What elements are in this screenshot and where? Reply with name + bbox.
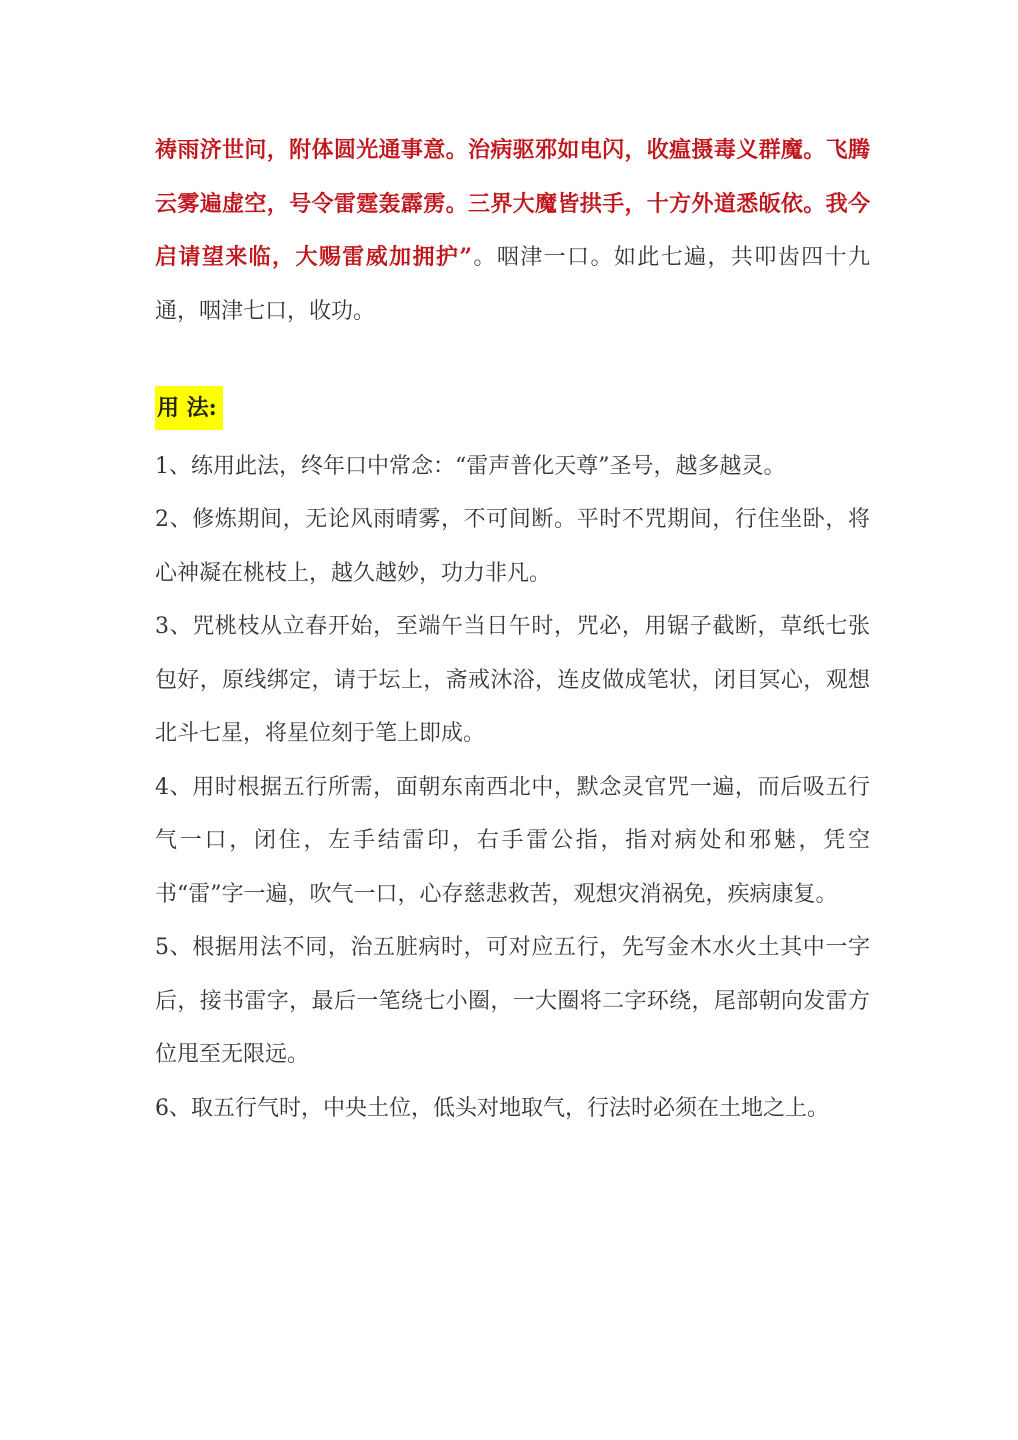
intro-closing-text: 。咽津一口。如此七遍，共叩齿四十九通，咽津七口，收功。 (155, 245, 870, 324)
usage-item-1: 1、练用此法，终年口中常念：“雷声普化天尊”圣号，越多越灵。 (155, 453, 786, 479)
intro-paragraph (155, 124, 870, 338)
usage-item-4: 4、用时根据五行所需，面朝东南西北中，默念灵官咒一遍，而后吸五行气一口，闭住，左手结雷印，右手雷公指，指对病处和邪魅，凭空书“雷”字一遍，吹气一口，心存慈悲救苦，观想灾消祸免，疾病康复。 (155, 774, 870, 907)
document-page (155, 124, 870, 1135)
usage-heading-row (155, 382, 870, 436)
usage-item-5: 5、根据用法不同，治五脏病时，可对应五行，先写金木水火土其中一字后，接书雷字，最后一笔绕七小圈，一大圈将二字环绕，尾部朝向发雷方位甩至无限远。 (155, 935, 870, 1067)
usage-heading: 用 法: (155, 386, 223, 430)
incantation-text: 祷雨济世问，附体圆光通事意。治病驱邪如电闪，收瘟摄毒义群魔。飞腾云雾遍虚空，号令雷霆轰霹雳。三界大魔皆拱手，十方外道悉皈依。我今启请望来临，大赐雷威加拥护” (155, 137, 870, 270)
usage-item-6: 6、取五行气时，中央土位，低头对地取气，行法时必须在土地之上。 (155, 1095, 829, 1121)
usage-item-3: 3、咒桃枝从立春开始，至端午当日午时，咒必，用锯子截断，草纸七张包好，原线绑定，请于坛上，斋戒沐浴，连皮做成笔状，闭目冥心，观想北斗七星，将星位刻于笔上即成。 (155, 614, 870, 746)
usage-item-2: 2、修炼期间，无论风雨晴雾，不可间断。平时不咒期间，行住坐卧，将心神凝在桃枝上，越久越妙，功力非凡。 (155, 507, 870, 586)
